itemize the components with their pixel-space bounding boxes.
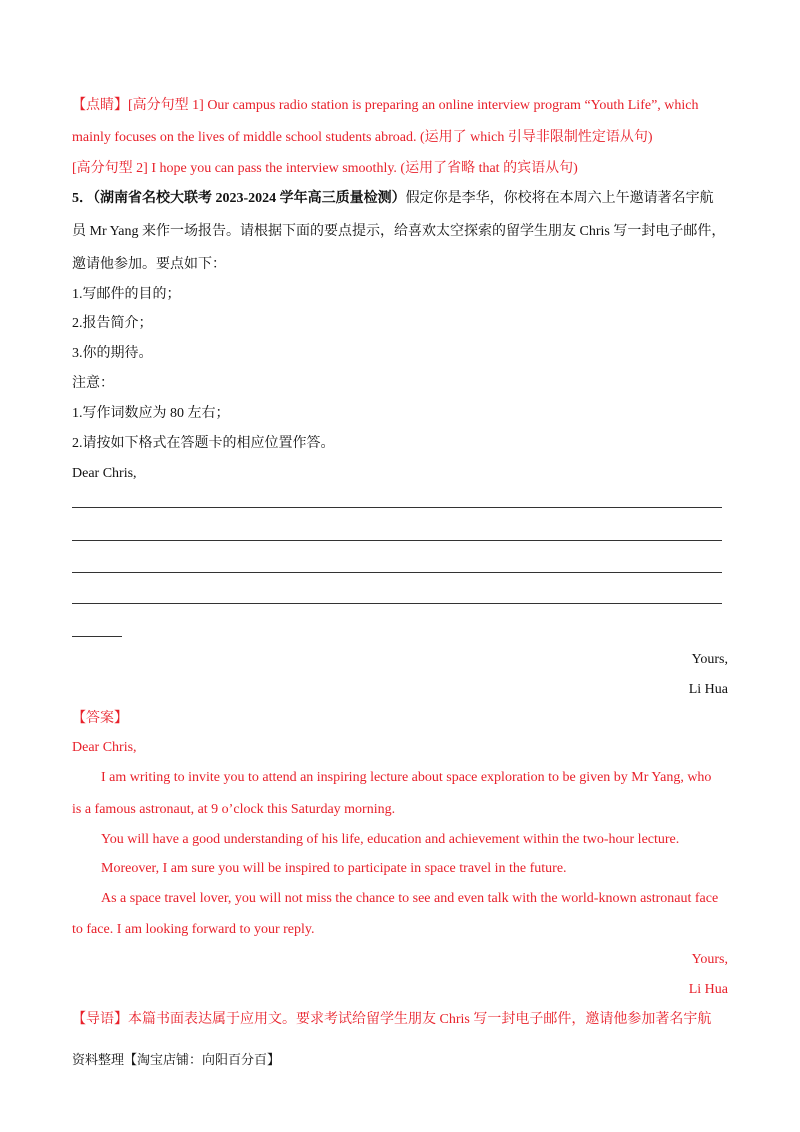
question-number: 5． — [72, 191, 93, 206]
answer-paragraph-4-line-1: As a space travel lover, you will not miss the chance to see and even talk with the world-known astronaut face — [101, 891, 719, 906]
guide-tag: 【导语】 — [72, 1012, 128, 1027]
point-item: 3.你的期待。 — [72, 346, 153, 361]
writing-line — [72, 507, 722, 508]
note-item: 2.请按如下格式在答题卡的相应位置作答。 — [72, 436, 335, 451]
page-footer: 资料整理【淘宝店铺：向阳百分百】 — [72, 1052, 281, 1067]
answer-paragraph-1-line-1: I am writing to invite you to attend an inspiring lecture about space exploration to be given by Mr Yang, who — [101, 770, 712, 785]
note-item: 1.写作词数应为 80 左右； — [72, 406, 230, 421]
question-prompt-3: 邀请他参加。要点如下： — [72, 257, 226, 272]
answer-tag: 【答案】 — [72, 711, 128, 726]
answer-paragraph-3: Moreover, I am sure you will be inspired to participate in space travel in the future. — [101, 861, 567, 876]
writing-line — [72, 603, 722, 604]
answer-closing: Yours, — [691, 952, 728, 967]
dianjing-line-3: [高分句型 2] I hope you can pass the interview smoothly. (运用了省略 that 的宾语从句) — [72, 161, 578, 176]
dianjing-line-2: mainly focuses on the lives of middle school students abroad. (运用了 which 引导非限制性定语从句) — [72, 130, 653, 145]
writing-line — [72, 540, 722, 541]
dianjing-line-1 — [72, 97, 699, 115]
letter-closing: Yours, — [691, 652, 728, 667]
dianjing-tag: 【点睛】 — [72, 98, 128, 113]
question-prompt-2: 员 Mr Yang 来作一场报告。请根据下面的要点提示，给喜欢太空探索的留学生朋友 Chris 写一封电子邮件， — [72, 224, 726, 239]
question-line-1 — [72, 190, 714, 208]
answer-paragraph-2: You will have a good understanding of his life, education and achievement within the two-hour lecture. — [101, 832, 680, 847]
question-prompt-1: 假定你是李华，你校将在本周六上午邀请著名宇航 — [405, 191, 714, 206]
writing-line — [72, 572, 722, 573]
letter-signature: Li Hua — [688, 682, 728, 697]
letter-salutation: Dear Chris, — [72, 466, 137, 481]
answer-salutation: Dear Chris, — [72, 740, 137, 755]
answer-signature: Li Hua — [688, 982, 728, 997]
dianjing-sentence-1: [高分句型 1] Our campus radio station is preparing an online interview program “Youth Life”, which — [128, 98, 699, 113]
guide-text: 本篇书面表达属于应用文。要求考试给留学生朋友 Chris 写一封电子邮件，邀请他参加著名宇航 — [128, 1012, 712, 1027]
answer-paragraph-1-line-2: is a famous astronaut, at 9 o’clock this Saturday morning. — [72, 802, 396, 817]
guide-line — [72, 1011, 711, 1029]
notes-title: 注意： — [72, 376, 114, 391]
writing-line-short — [72, 636, 122, 637]
point-item: 2.报告简介； — [72, 316, 153, 331]
answer-paragraph-4-line-2: to face. I am looking forward to your reply. — [72, 922, 315, 937]
question-source: （湖南省名校大联考 2023-2024 学年高三质量检测） — [93, 191, 406, 206]
point-item: 1.写邮件的目的； — [72, 287, 181, 302]
